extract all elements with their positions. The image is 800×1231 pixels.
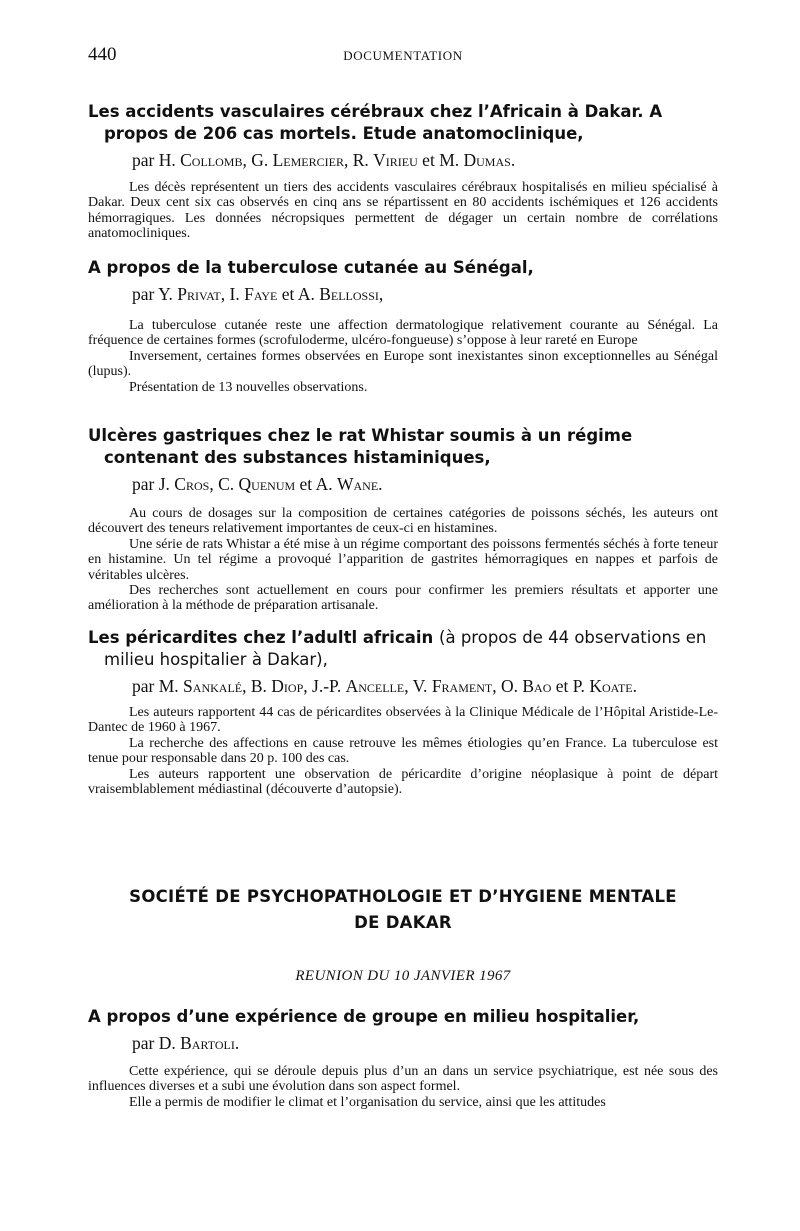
abstract-paragraph: Les auteurs rapportent une observation de péricardite d’origine néoplasique à point de départ vraisemblablement médiastinal (découverte d’autopsie). <box>88 766 718 798</box>
article-title: A propos d’une expérience de groupe en milieu hospitalier, <box>88 1007 640 1026</box>
article-cutaneous-tuberculosis <box>88 257 718 395</box>
article-vascular-accidents <box>88 101 718 242</box>
article-authors: par J. Cros, C. Quenum et A. Wane. <box>132 474 383 494</box>
page-number: 440 <box>88 44 117 65</box>
society-heading <box>88 884 718 936</box>
article-abstract <box>88 180 718 242</box>
running-header <box>88 44 718 68</box>
article-abstract <box>88 506 718 614</box>
article-group-experience <box>88 1006 718 1110</box>
article-abstract <box>88 1064 718 1110</box>
abstract-paragraph: Elle a permis de modifier le climat et l’organisation du service, ainsi que les attitudes <box>129 1094 606 1110</box>
abstract-paragraph: La recherche des affections en cause retrouve les mêmes étiologies qu’en France. La tuberculose est tenue pour responsable dans 20 p. 100 des cas. <box>88 735 718 767</box>
article-authors: par D. Bartoli. <box>132 1033 240 1053</box>
article-authors: par M. Sankalé, B. Diop, J.-P. Ancelle, V. Frament, O. Bao et P. Koate. <box>132 676 637 696</box>
running-title: DOCUMENTATION <box>343 48 463 63</box>
article-pericarditis <box>88 627 718 797</box>
article-gastric-ulcers <box>88 425 718 614</box>
article-authors: par Y. Privat, I. Faye et A. Bellossi, <box>132 284 384 304</box>
article-title-bold: Les péricardites chez l’adultl africain <box>88 628 434 647</box>
society-heading-line1: SOCIÉTÉ DE PSYCHOPATHOLOGIE ET D’HYGIENE MENTALE <box>129 887 677 906</box>
abstract-paragraph: Les décès représentent un tiers des accidents vasculaires cérébraux hospitalisés en milieu spécialisé à Dakar. Deux cent six cas observés en cinq ans se répartissent en 80 accidents ischémiques et 126 accidents hémorragiques. Les données nécropsiques permettent de dégager un certain nombre de corrélations anatomocliniques. <box>88 180 718 242</box>
abstract-paragraph: Cette expérience, qui se déroule depuis plus d’un an dans un service psychiatrique, est née sous des influences diverses et a subi une évolution dans son aspect formel. <box>88 1064 718 1095</box>
article-title-rest: (à propos de 44 observations en milieu hospitalier à Dakar), <box>104 628 707 669</box>
abstract-paragraph: Les auteurs rapportent 44 cas de péricardites observées à la Clinique Médicale de l’Hôpital Aristide-Le-Dantec de 1960 à 1967. <box>88 705 718 736</box>
article-abstract <box>88 705 718 797</box>
abstract-paragraph: Au cours de dosages sur la composition de certaines catégories de poissons séchés, les auteurs ont découvert des teneurs relativement importantes de ceux-ci en histamines. <box>88 506 718 537</box>
abstract-paragraph: La tuberculose cutanée reste une affection dermatologique relativement courante au Sénégal. La fréquence de certaines formes (scrofuloderme, ulcéro-fongueuse) s’oppose à leur rareté en Europe <box>88 318 718 349</box>
society-heading-line2: DE DAKAR <box>354 913 452 932</box>
article-title: A propos de la tuberculose cutanée au Sénégal, <box>88 258 534 277</box>
abstract-paragraph: Inversement, certaines formes observées en Europe sont inexistantes sinon exceptionnelles au Sénégal (lupus). <box>88 348 718 380</box>
article-title: Ulcères gastriques chez le rat Whistar soumis à un régime contenant des substances histaminiques, <box>88 426 633 467</box>
abstract-paragraph: Une série de rats Whistar a été mise à un régime comportant des poissons fermentés séchés à forte teneur en histamine. Un tel régime a provoqué l’apparition de gastrites hémorragiques en nappes et parfois de véritables ulcères. <box>88 536 718 583</box>
abstract-paragraph: Des recherches sont actuellement en cours pour confirmer les premiers résultats et apporter une amélioration à la méthode de préparation artisanale. <box>88 583 718 614</box>
abstract-paragraph: Présentation de 13 nouvelles observations. <box>129 379 368 395</box>
article-title: Les accidents vasculaires cérébraux chez l’Africain à Dakar. A propos de 206 cas mortels. Etude anatomoclinique, <box>88 102 663 143</box>
session-date: REUNION DU 10 JANVIER 1967 <box>295 968 511 984</box>
article-abstract <box>88 318 718 395</box>
article-authors: par H. Collomb, G. Lemercier, R. Virieu et M. Dumas. <box>132 150 516 170</box>
article-title <box>88 627 718 671</box>
